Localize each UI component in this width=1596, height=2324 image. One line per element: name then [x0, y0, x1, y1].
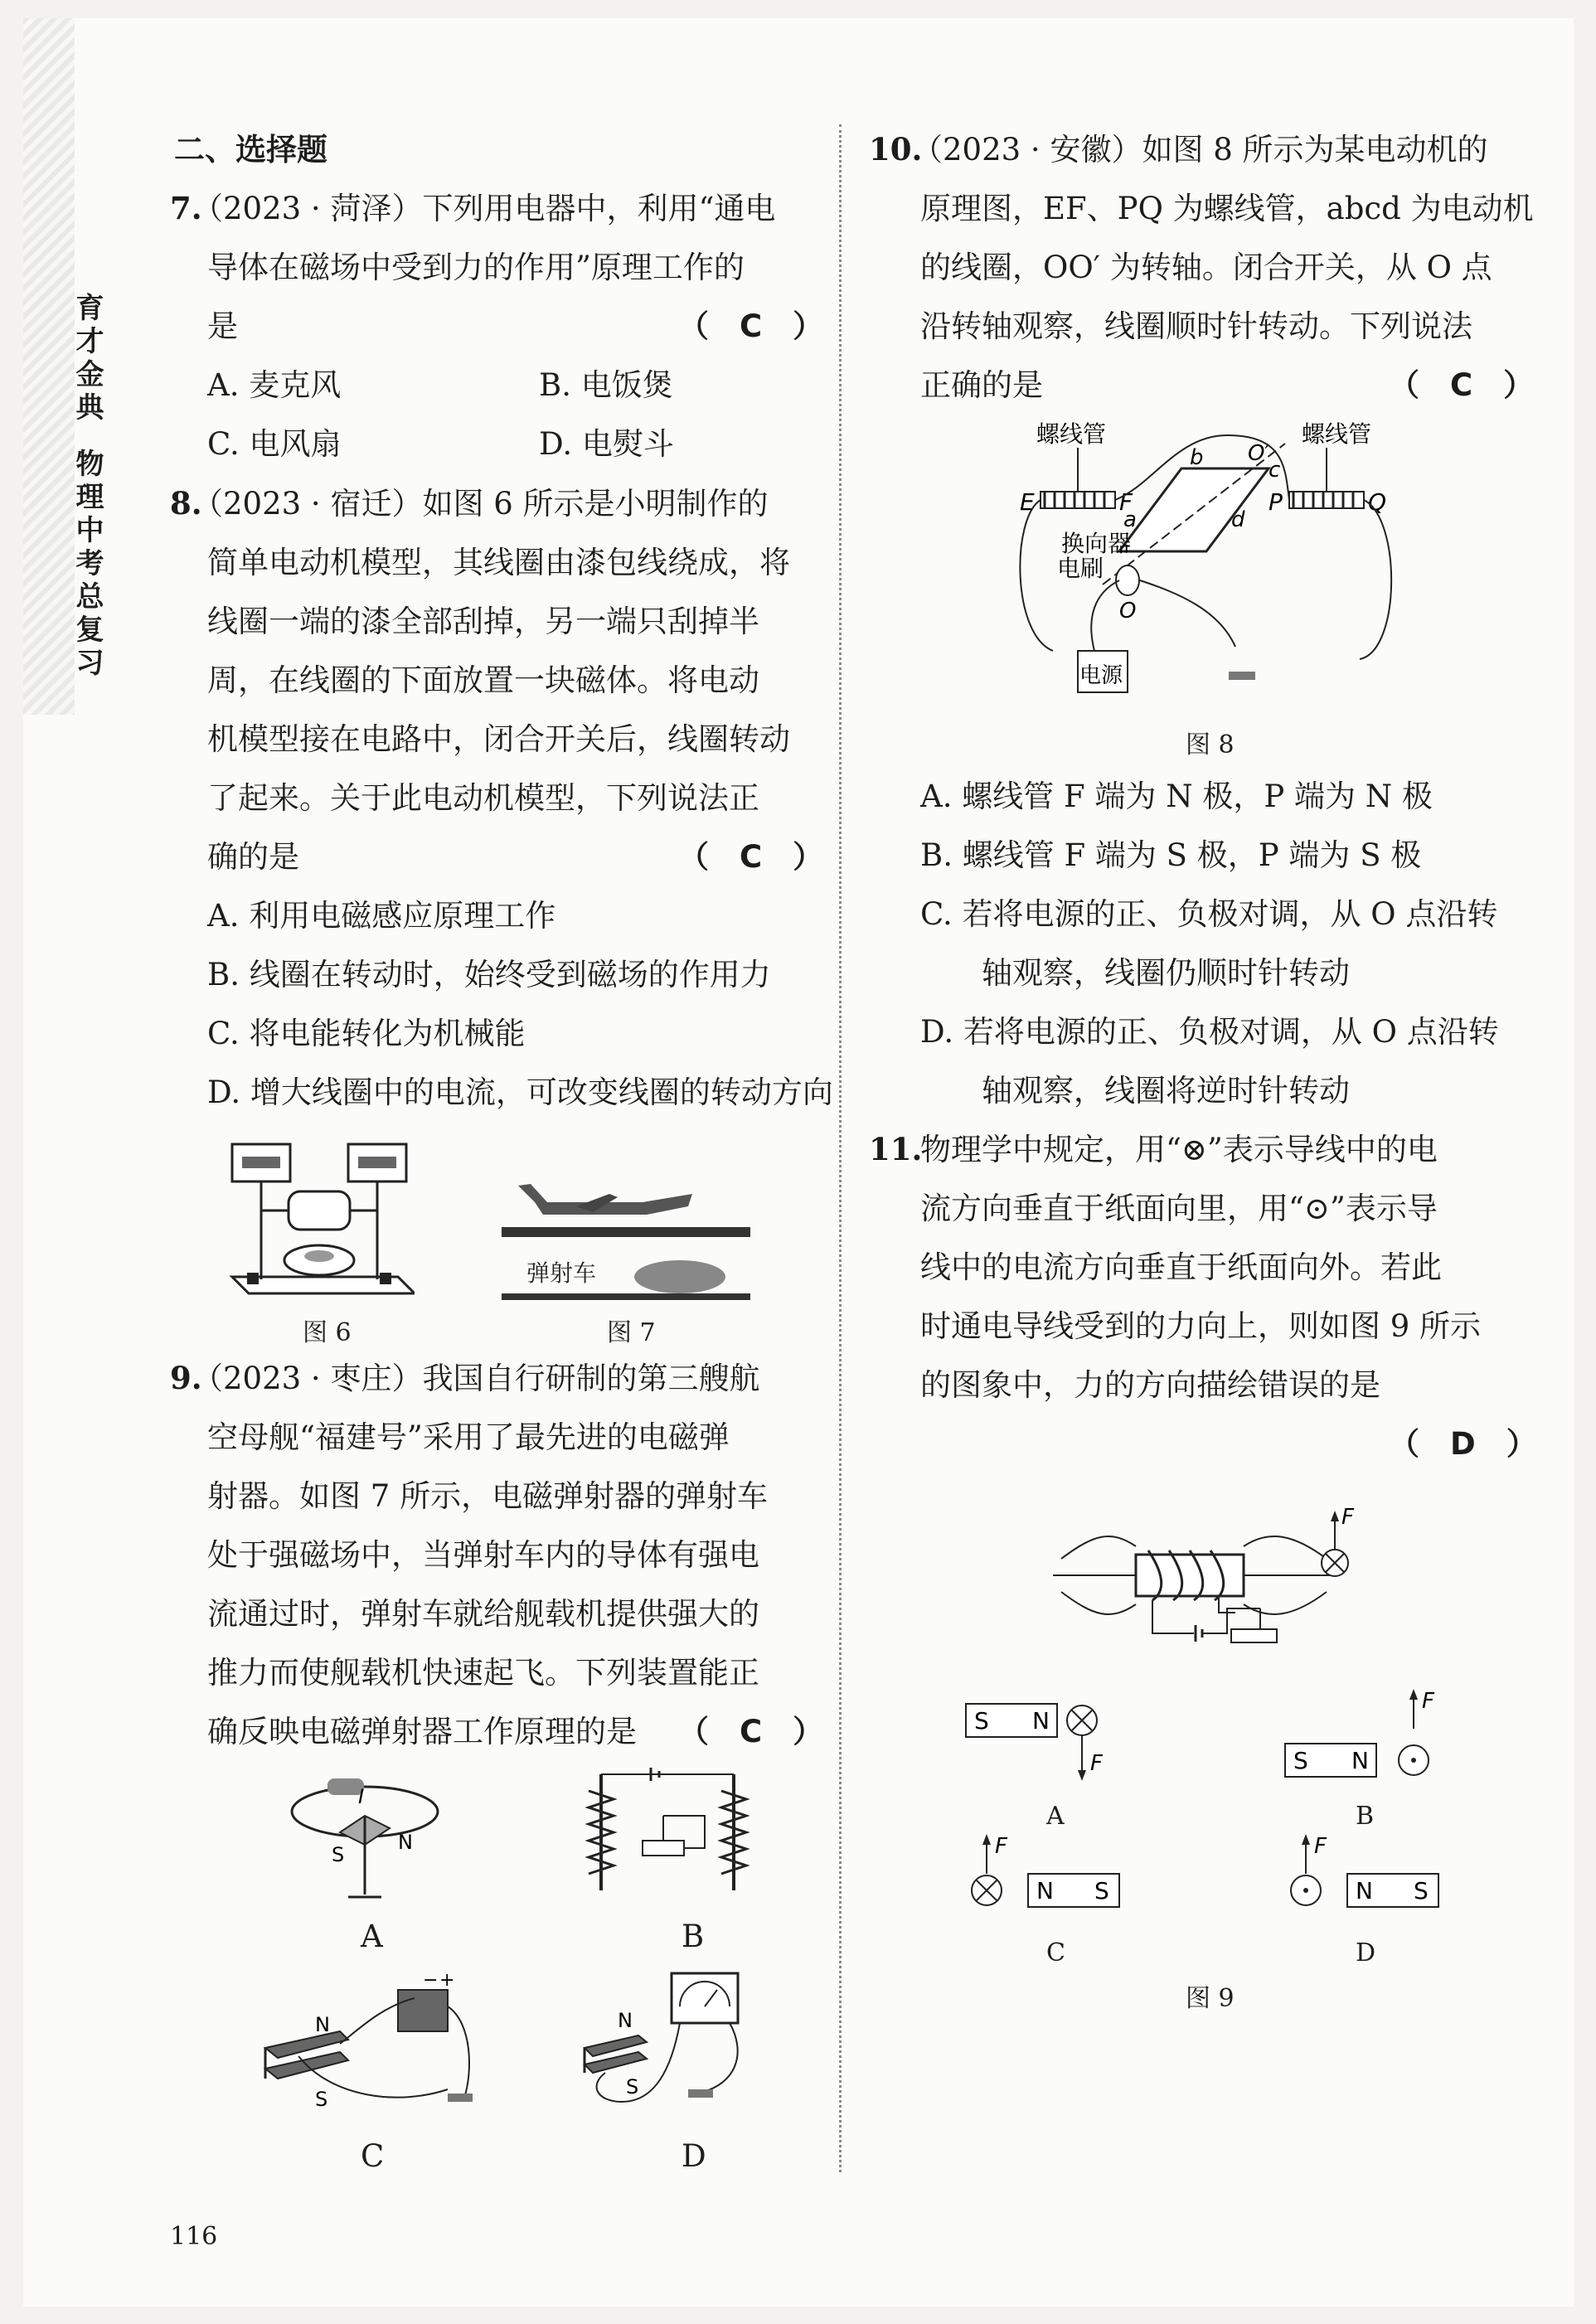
q10-answer: （ C ） — [1389, 367, 1535, 403]
q9-a-current-label: I — [358, 1785, 365, 1808]
spine-series-char: 复 — [75, 614, 105, 647]
fig8-brush-label: 电刷 — [1057, 555, 1104, 582]
q9-option-b[interactable]: B — [682, 1919, 705, 1954]
spine-series-char: 理 — [75, 481, 105, 514]
q9-line: 流通过时，弹射车就给舰载机提供强大的 — [207, 1596, 759, 1632]
q11-option-d-figure[interactable] — [1281, 1824, 1455, 1924]
q10-line: （2023 · 安徽）如图 8 所示为某电动机的 — [912, 132, 1488, 167]
q7-line: （2023 · 菏泽）下列用电器中，利用“通电 — [192, 191, 776, 226]
q9-c-south-label: S — [315, 2088, 328, 2111]
q9-line: （2023 · 枣庄）我国自行研制的第三艘航 — [192, 1361, 760, 1396]
q7-line: 是 — [207, 308, 238, 344]
figure-9-caption: 图 9 — [1186, 1984, 1235, 2013]
q8-line: 确的是 — [207, 839, 299, 875]
spine-pattern — [23, 18, 75, 715]
q7-number: 7. — [170, 190, 202, 226]
q11-option-d[interactable]: D — [1356, 1938, 1376, 1967]
q7-option-d[interactable]: D. 电熨斗 — [539, 426, 674, 462]
q8-line: 简单电动机模型，其线圈由漆包线绕成，将 — [207, 545, 790, 580]
q9-option-a-figure[interactable] — [282, 1766, 448, 1907]
fig8-power-label: 电源 — [1079, 663, 1123, 688]
fig8-label-o: O — [1119, 599, 1137, 623]
q10-line: 的线圈，OO′ 为转轴。闭合开关，从 O 点 — [920, 250, 1492, 285]
q11-line: 线中的电流方向垂直于纸面向外。若此 — [920, 1249, 1442, 1285]
q11-b-magnet-left: S — [1293, 1747, 1308, 1774]
q8-option-d[interactable]: D. 增大线圈中的电流，可改变线圈的转动方向 — [207, 1075, 833, 1110]
spine-title — [70, 292, 111, 680]
fig8-label-p: P — [1269, 488, 1283, 516]
q9-line: 确反映电磁弹射器工作原理的是 — [207, 1714, 637, 1749]
q11-d-magnet-left: N — [1356, 1877, 1373, 1904]
q10-option-d[interactable]: D. 若将电源的正、负极对调，从 O 点沿转 — [920, 1014, 1499, 1050]
q10-option-c[interactable]: C. 若将电源的正、负极对调，从 O 点沿转 — [920, 896, 1498, 932]
q11-option-b[interactable]: B — [1356, 1802, 1375, 1831]
q11-line: 物理学中规定，用“⊗”表示导线中的电 — [920, 1132, 1438, 1167]
q9-a-north-label: N — [398, 1831, 413, 1854]
spine-series-char: 习 — [75, 647, 105, 680]
spine-series-char: 中 — [75, 514, 105, 547]
q8-option-b[interactable]: B. 线圈在转动时，始终受到磁场的作用力 — [207, 957, 771, 992]
q9-option-b-figure[interactable] — [580, 1766, 754, 1907]
fig8-label-a: a — [1123, 507, 1137, 532]
fig9-top-force-label: F — [1341, 1505, 1354, 1530]
q10-option-b[interactable]: B. 螺线管 F 端为 S 极，P 端为 S 极 — [920, 837, 1422, 873]
q9-c-north-label: N — [315, 2013, 330, 2036]
figure-7-label: 弹射车 — [526, 1259, 597, 1287]
q11-b-force-label: F — [1422, 1689, 1434, 1714]
q10-line: 沿转轴观察，线圈顺时针转动。下列说法 — [920, 308, 1472, 344]
q11-answer: （ D ） — [1389, 1426, 1537, 1462]
q8-line: （2023 · 宿迁）如图 6 所示是小明制作的 — [192, 486, 769, 522]
q7-option-c[interactable]: C. 电风扇 — [207, 426, 342, 462]
fig8-label-c: c — [1269, 458, 1281, 483]
q11-line: 流方向垂直于纸面向里，用“⊙”表示导 — [920, 1191, 1438, 1226]
q11-number: 11. — [869, 1131, 923, 1167]
q8-option-c[interactable]: C. 将电能转化为机械能 — [207, 1016, 526, 1051]
q11-a-force-label: F — [1090, 1751, 1103, 1776]
q9-answer: （ C ） — [678, 1714, 824, 1749]
figure-6-motor-model — [224, 1132, 415, 1306]
spine-brand-char: 典 — [75, 391, 105, 425]
q8-answer: （ C ） — [678, 839, 824, 875]
q9-line: 射器。如图 7 所示，电磁弹射器的弹射车 — [207, 1478, 769, 1514]
fig8-label-d: d — [1231, 507, 1245, 532]
fig8-label-o-prime: O′ — [1248, 441, 1270, 466]
q9-line: 空母舰“福建号”采用了最先进的电磁弹 — [207, 1419, 730, 1455]
fig8-label-e: E — [1020, 488, 1035, 516]
q8-option-a[interactable]: A. 利用电磁感应原理工作 — [207, 898, 556, 934]
q8-number: 8. — [170, 485, 202, 522]
q9-line: 推力而使舰载机快速起飞。下列装置能正 — [207, 1655, 759, 1691]
q8-line: 周，在线圈的下面放置一块磁体。将电动 — [207, 662, 759, 698]
column-divider — [839, 124, 842, 2172]
q9-a-south-label: S — [332, 1843, 345, 1866]
q9-c-battery-plus: + — [439, 1973, 455, 1991]
q11-c-magnet-right: S — [1094, 1877, 1109, 1904]
q10-option-d-cont: 轴观察，线圈将逆时针转动 — [920, 1073, 1350, 1109]
spine-series-char: 物 — [75, 448, 105, 481]
spine-brand-char: 金 — [75, 358, 105, 391]
q9-d-north-label: N — [618, 2009, 633, 2032]
q11-line: 的图象中，力的方向描绘错误的是 — [920, 1367, 1380, 1403]
q11-line: 时通电导线受到的力向上，则如图 9 所示 — [920, 1308, 1482, 1344]
q8-line: 线圈一端的漆全部刮掉，另一端只刮掉半 — [207, 604, 759, 639]
q8-line: 了起来。关于此电动机模型，下列说法正 — [207, 780, 759, 816]
q9-option-c[interactable]: C — [361, 2138, 385, 2174]
q11-option-a[interactable]: A — [1046, 1802, 1065, 1831]
q11-d-magnet-right: S — [1414, 1877, 1429, 1904]
spine-series-char: 总 — [75, 580, 105, 614]
q11-option-a-figure[interactable] — [962, 1696, 1128, 1787]
spine-series-char: 考 — [75, 547, 105, 580]
q7-option-b[interactable]: B. 电饭煲 — [539, 367, 673, 403]
q8-line: 机模型接在电路中，闭合开关后，线圈转动 — [207, 721, 790, 757]
q11-option-c-figure[interactable] — [962, 1824, 1136, 1924]
q11-a-magnet-left: S — [974, 1707, 989, 1735]
q7-line: 导体在磁场中受到力的作用”原理工作的 — [207, 250, 745, 285]
q11-c-force-label: F — [995, 1834, 1007, 1859]
q9-line: 处于强磁场中，当弹射车内的导体有强电 — [207, 1537, 759, 1573]
q9-d-south-label: S — [626, 2075, 639, 2098]
fig8-solenoid-right-label: 螺线管 — [1302, 420, 1372, 448]
q10-line: 原理图，EF、PQ 为螺线管，abcd 为电动机 — [920, 191, 1534, 226]
fig8-commutator-label: 换向器 — [1061, 530, 1132, 557]
fig8-label-f: F — [1119, 488, 1133, 516]
q9-c-battery-minus: − — [423, 1973, 439, 1991]
q10-option-c-cont: 轴观察，线圈仍顺时针转动 — [920, 955, 1350, 991]
q11-a-magnet-right: N — [1032, 1707, 1050, 1735]
q9-option-d-figure[interactable] — [572, 1969, 763, 2127]
q7-answer: （ C ） — [678, 308, 824, 344]
q11-d-force-label: F — [1314, 1834, 1327, 1859]
q7-option-a[interactable]: A. 麦克风 — [207, 367, 342, 403]
q9-option-c-figure[interactable] — [249, 1973, 497, 2123]
fig8-label-b: b — [1190, 445, 1204, 470]
fig8-label-q: Q — [1368, 488, 1387, 516]
fig8-solenoid-left-label: 螺线管 — [1036, 420, 1107, 448]
figure-7-caption: 图 7 — [607, 1318, 656, 1347]
figure-6-caption: 图 6 — [303, 1318, 352, 1347]
q9-option-a[interactable]: A — [361, 1919, 383, 1954]
q11-option-c[interactable]: C — [1046, 1938, 1065, 1967]
figure-7-catapult — [502, 1177, 750, 1310]
q11-b-magnet-right: N — [1351, 1747, 1369, 1774]
spine-brand-char: 育 — [75, 292, 105, 325]
figure-8-motor-diagram — [1011, 419, 1393, 713]
q9-option-d[interactable]: D — [682, 2138, 706, 2174]
q11-c-magnet-left: N — [1036, 1877, 1054, 1904]
q10-number: 10. — [869, 131, 923, 167]
figure-8-caption: 图 8 — [1186, 730, 1235, 759]
q10-line: 正确的是 — [920, 367, 1043, 403]
section-title: 二、选择题 — [174, 132, 327, 167]
q11-option-b-figure[interactable] — [1281, 1679, 1463, 1778]
page-number: 116 — [170, 2222, 218, 2251]
figure-9-solenoid — [1053, 1501, 1368, 1667]
spine-brand-char: 才 — [75, 325, 105, 358]
q9-number: 9. — [170, 1360, 202, 1396]
q10-option-a[interactable]: A. 螺线管 F 端为 N 极，P 端为 N 极 — [920, 779, 1433, 814]
